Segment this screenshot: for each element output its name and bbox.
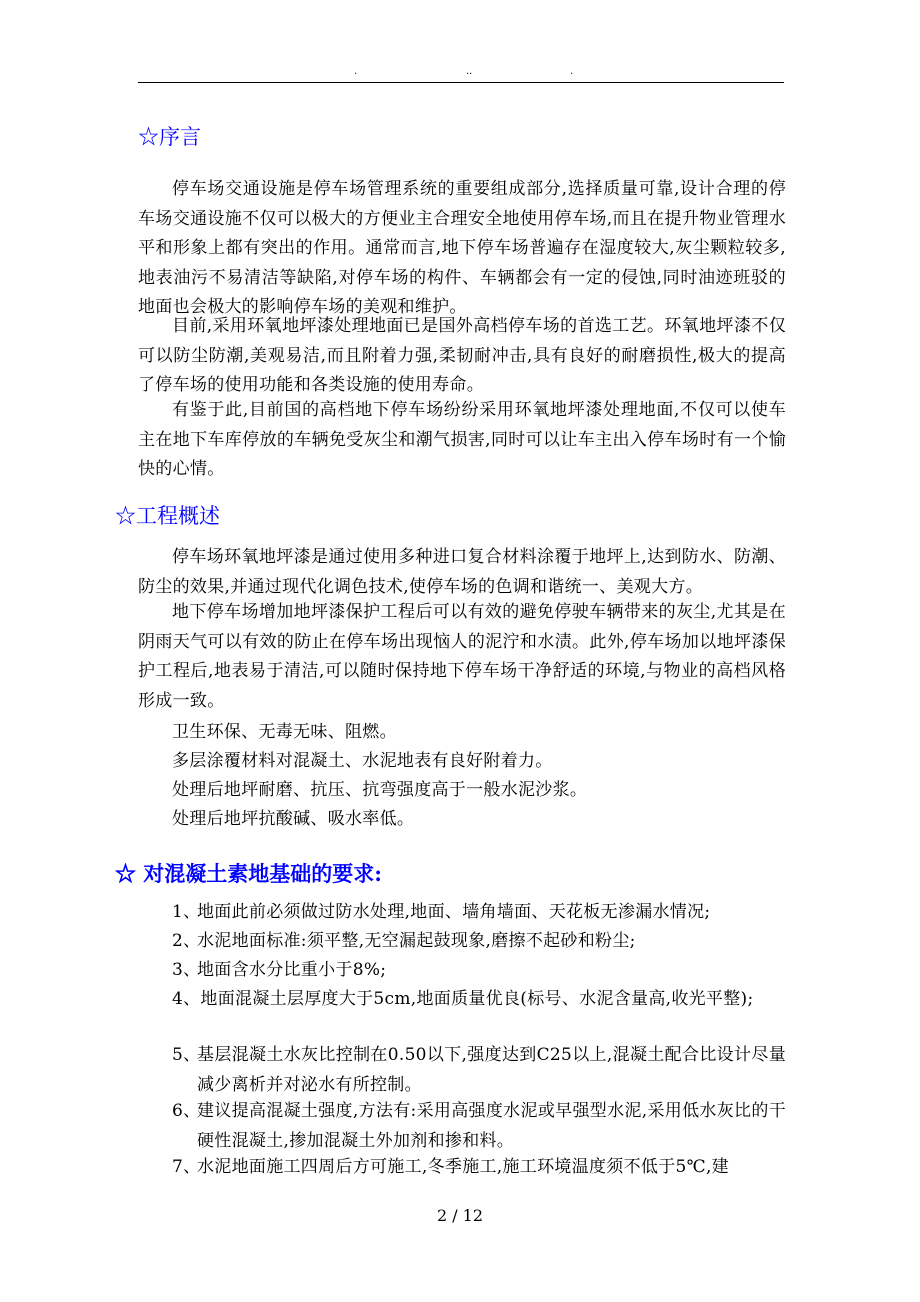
list-item: [172, 898, 786, 928]
paragraph: 有鉴于此,目前国的高档地下停车场纷纷采用环氧地坪漆处理地面,不仅可以使车主在地下车库停放的车辆免受灰尘和潮气损害,同时可以让车主出入停车场时有一个愉快的心情。: [138, 400, 786, 479]
list-item-text: 建议提高混凝土强度,方法有:采用高强度水泥或早强型水泥,采用低水灰比的干硬性混凝土,掺加混凝土外加剂和掺和料。: [197, 1101, 786, 1151]
list-item: [172, 956, 786, 986]
feature-line: 多层涂覆材料对混凝土、水泥地表有良好附着力。: [172, 751, 553, 771]
paragraph: 停车场交通设施是停车场管理系统的重要组成部分,选择质量可靠,设计合理的停车场交通设施不仅可以极大的方便业主合理安全地使用停车场,而且在提升物业管理水平和形象上都有突出的作用。通常而言,地下停车场普遍存在湿度较大,灰尘颗粒较多,地表油污不易清洁等缺陷,对停车场的构件、车辆都会有一定的侵蚀,同时油迹班驳的地面也会极大的影响停车场的美观和维护。: [138, 179, 786, 317]
list-item-text: 基层混凝土水灰比控制在0.50以下,强度达到C25以上,混凝土配合比设计尽量减少离析并对泌水有所控制。: [197, 1045, 786, 1095]
paragraph: 停车场环氧地坪漆是通过使用多种进口复合材料涂覆于地坪上,达到防水、防潮、防尘的效果,并通过现代化调色技术,使停车场的色调和谐统一、美观大方。: [138, 547, 786, 597]
section-title-requirements: ☆ 对混凝土素地基础的要求:: [115, 861, 383, 886]
list-item-number: 2、: [172, 931, 201, 951]
list-item-text: 地面此前必须做过防水处理,地面、墙角墙面、天花板无渗漏水情况;: [197, 902, 711, 922]
list-item-text: 4、地面混凝土层厚度大于5cm,地面质量优良(标号、水泥含量高,收光平整);: [172, 989, 754, 1009]
header-dots: [138, 66, 784, 80]
header-dot: .: [570, 66, 574, 77]
paragraph: 地下停车场增加地坪漆保护工程后可以有效的避免停驶车辆带来的灰尘,尤其是在阴雨天气可以有效的防止在停车场出现恼人的泥泞和水渍。此外,停车场加以地坪漆保护工程后,地表易于清洁,可以随时保持地下停车场干净舒适的环境,与物业的高档风格形成一致。: [138, 602, 786, 711]
list-item-text: 水泥地面施工四周后方可施工,冬季施工,施工环境温度须不低于5℃,建: [197, 1157, 729, 1177]
list-item: [172, 1041, 786, 1100]
list-item-text: 地面含水分比重小于8%;: [197, 960, 387, 980]
feature-line: 处理后地坪耐磨、抗压、抗弯强度高于一般水泥沙浆。: [172, 780, 588, 800]
header-rule: [138, 82, 784, 83]
header-dot: .: [354, 66, 358, 77]
list-item-number: 6、: [172, 1101, 201, 1121]
list-item-number: 1、: [172, 902, 201, 922]
section-title-preface: ☆序言: [138, 125, 201, 149]
paragraph: 目前,采用环氧地坪漆处理地面已是国外高档停车场的首选工艺。环氧地坪漆不仅可以防尘防潮,美观易洁,而且附着力强,柔韧耐冲击,具有良好的耐磨损性,极大的提高了停车场的使用功能和各类设施的使用寿命。: [138, 316, 786, 395]
header-dot: ..: [466, 66, 473, 77]
feature-line: 卫生环保、无毒无味、阻燃。: [172, 722, 397, 742]
list-item-number: 3、: [172, 960, 201, 980]
list-item-number: 4、: [172, 989, 201, 1009]
list-item: [138, 985, 786, 1015]
section-title-overview: ☆工程概述: [115, 504, 220, 528]
feature-line: 处理后地坪抗酸碱、吸水率低。: [172, 809, 415, 829]
list-item: [172, 1153, 792, 1183]
list-item-text: 水泥地面标准:须平整,无空漏起鼓现象,磨擦不起砂和粉尘;: [197, 931, 636, 951]
list-item: [172, 1097, 786, 1156]
list-item-number: 7、: [172, 1157, 201, 1177]
page-number: 2 / 12: [436, 1206, 484, 1225]
list-item: [172, 927, 786, 957]
list-item-number: 5、: [172, 1045, 201, 1065]
